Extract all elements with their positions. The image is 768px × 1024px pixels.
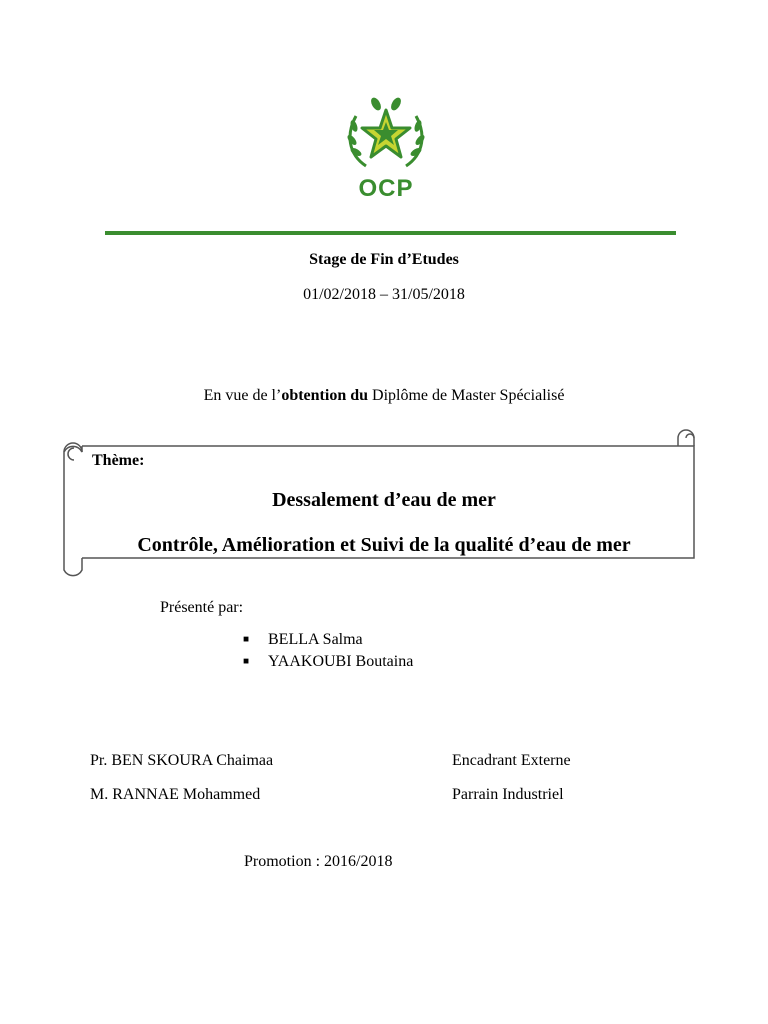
student-name: BELLA Salma bbox=[268, 631, 363, 648]
promotion: Promotion : 2016/2018 bbox=[244, 853, 393, 870]
stage-title: Stage de Fin d’Etudes bbox=[309, 251, 459, 268]
degree-bold: obtention du bbox=[281, 387, 369, 404]
project-title: Dessalement d’eau de mer bbox=[272, 489, 496, 511]
theme-label: Thème: bbox=[92, 452, 145, 469]
bullet-icon: ■ bbox=[243, 634, 250, 645]
supervisor-role: Parrain Industriel bbox=[452, 786, 564, 803]
supervisor-role: Encadrant Externe bbox=[452, 752, 571, 769]
degree-prefix: En vue de l’ bbox=[203, 387, 282, 404]
student-item bbox=[243, 653, 413, 671]
ocp-logo bbox=[344, 96, 428, 206]
presented-by-label: Présenté par: bbox=[160, 599, 244, 616]
supervisor-name: Pr. BEN SKOURA Chaimaa bbox=[90, 752, 274, 769]
supervisor-name: M. RANNAE Mohammed bbox=[90, 786, 261, 803]
degree-suffix: Diplôme de Master Spécialisé bbox=[368, 387, 565, 404]
student-item bbox=[243, 631, 363, 649]
svg-text:OCP: OCP bbox=[358, 175, 414, 202]
stage-dates: 01/02/2018 – 31/05/2018 bbox=[303, 286, 465, 303]
degree-line bbox=[0, 387, 768, 405]
project-subtitle: Contrôle, Amélioration et Suivi de la qualité d’eau de mer bbox=[137, 534, 631, 556]
bullet-icon: ■ bbox=[243, 656, 250, 667]
student-name: YAAKOUBI Boutaina bbox=[268, 653, 414, 670]
green-divider bbox=[105, 231, 676, 235]
